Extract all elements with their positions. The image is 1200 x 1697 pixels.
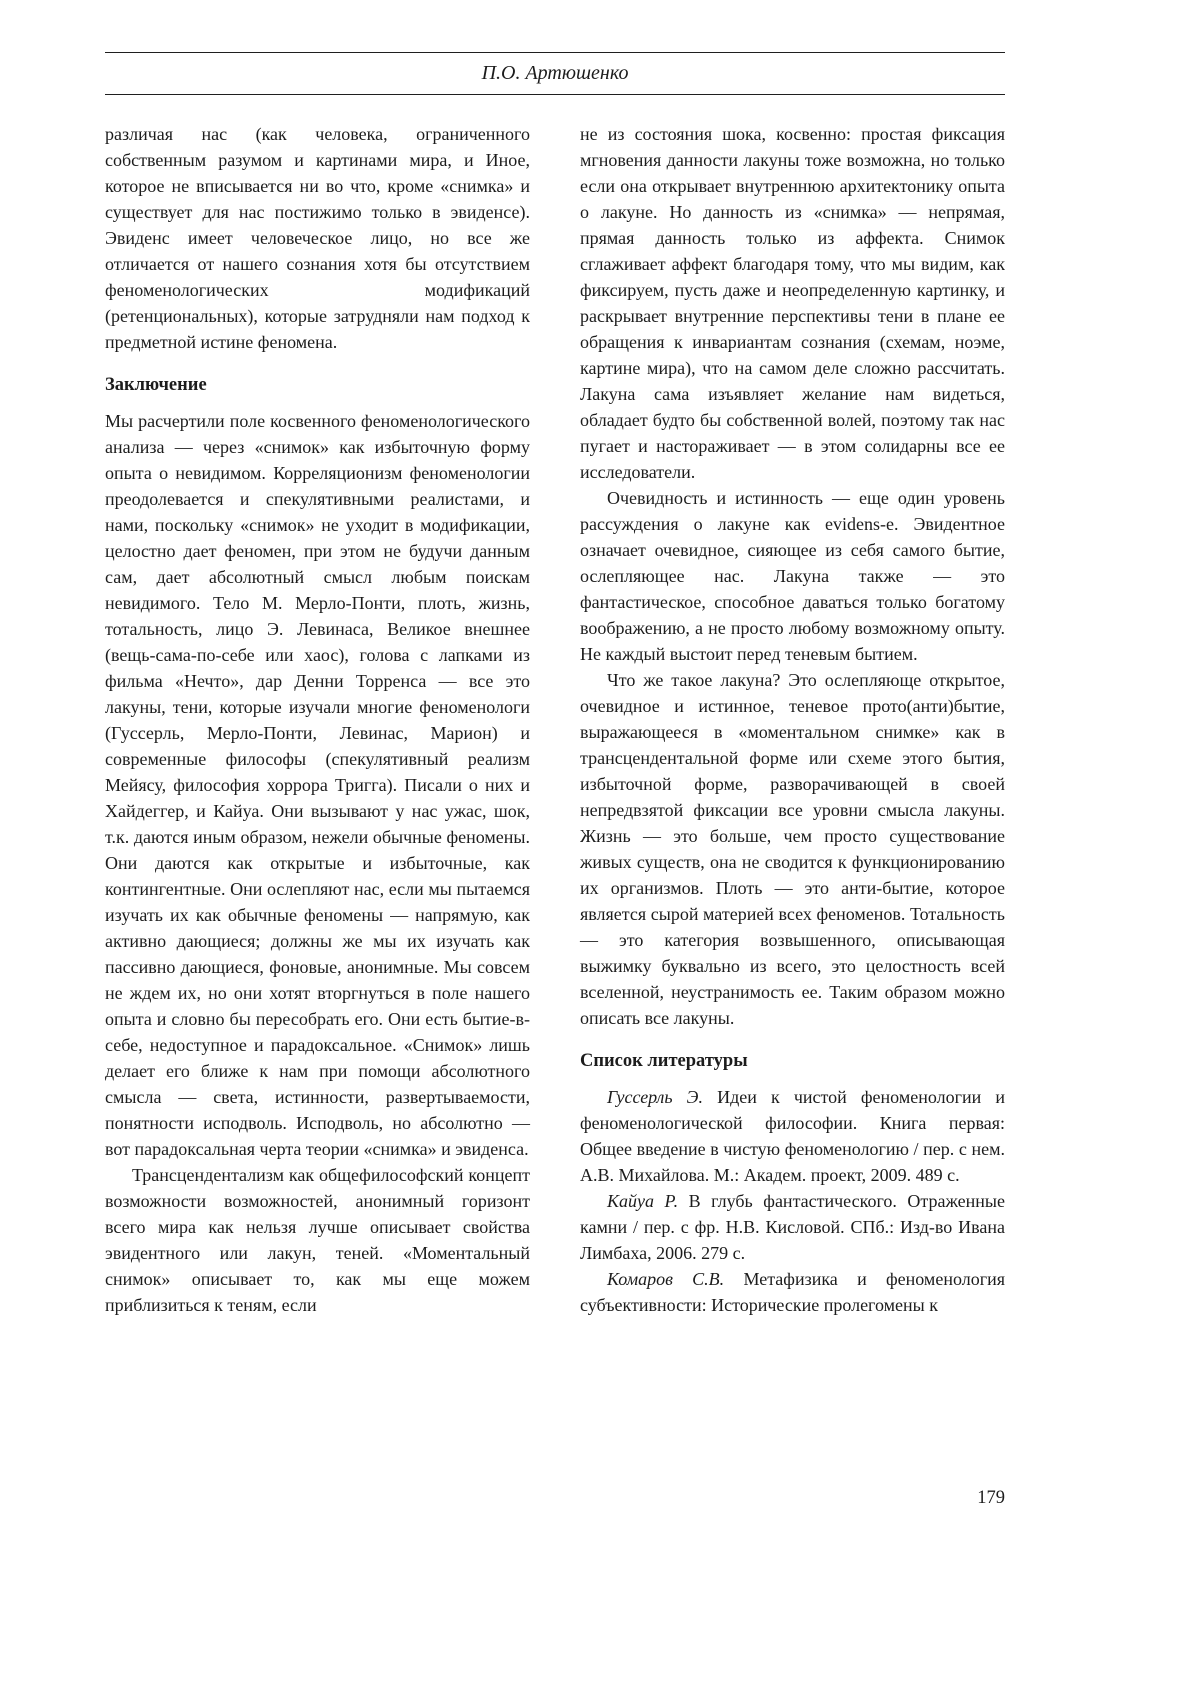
left-column xyxy=(105,121,530,1318)
section-heading-conclusion: Заключение xyxy=(105,375,207,395)
paragraph-continuation: не из состояния шока, косвенно: простая фиксация мгновения данности лакуны тоже возможна, но только если она открывает внутреннюю архитектонику опыта о лакуне. Но данность из «снимка» — непрямая, прямая данность только из аффекта. Снимок сглаживает аффект благодаря тому, что мы видим, как фиксируем, пусть даже и неопределенную картинку, и раскрывает внутренние перспективы тени в плане ее обращения к инвариантам сознания (схемам, ноэме, картине мира), что на самом деле сложно рассчитать. Лакуна сама изъявляет желание нам видеться, обладает будто бы собственной волей, поэтому так нас пугает и настораживает — в этом солидарны все ее исследователи. xyxy=(580,124,1005,482)
paragraph-continuation: различая нас (как человека, ограниченного собственным разумом и картинами мира, и Иное, которое не вписывается ни во что, кроме «снимка» и существует для нас постижимо только в эвиденсе). Эвиденс имеет человеческое лицо, но все же отличается от нашего сознания хотя бы отсутствием феноменологических модификаций (ретенциональных), которые затрудняли нам подход к предметной истине феномена. xyxy=(105,124,530,352)
page-number: 179 xyxy=(977,1488,1005,1508)
reference-author: Гуссерль Э. xyxy=(607,1087,703,1107)
two-column-body xyxy=(105,121,1005,1318)
running-head xyxy=(105,52,1005,95)
reference-author: Кайуа Р. xyxy=(607,1191,679,1211)
reference-author: Комаров С.В. xyxy=(607,1269,725,1289)
right-column xyxy=(580,121,1005,1318)
running-head-author: П.О. Артюшенко xyxy=(481,62,629,84)
reference-text: Идеи к чистой феноменологии и феноменологической философии. Книга первая: Общее введение в чистую феноменологию / пер. с нем. А.В. Михайлова. М.: Академ. проект, 2009. 489 с. xyxy=(580,1087,1005,1185)
reference-item xyxy=(580,1084,1005,1188)
reference-text: Метафизика и феноменология субъективности: Исторические пролегомены к xyxy=(580,1269,1005,1315)
paragraph: Мы расчертили поле косвенного феноменологического анализа — через «снимок» как избыточную форму опыта о невидимом. Корреляционизм феноменологии преодолевается и спекулятивными реалистами, и нами, поскольку «снимок» не уходит в модификации, целостно дает феномен, при этом не будучи данным сам, дает абсолютный смысл любым поискам невидимого. Тело М. Мерло-Понти, плоть, жизнь, тотальность, лицо Э. Левинаса, Великое внешнее (вещь-сама-по-себе или хаос), голова с лапками из фильма «Нечто», дар Денни Торренса — все это лакуны, тени, которые изучали многие феноменологи (Гуссерль, Мерло-Понти, Левинас, Марион) и современные философы (спекулятивный реализм Мейясу, философия хоррора Тригга). Писали о них и Хайдеггер, и Кайуа. Они вызывают у нас ужас, шок, т.к. даются иным образом, нежели обычные феномены. Они даются как открытые и избыточные, как контингентные. Они ослепляют нас, если мы пытаемся изучать их как обычные феномены — напрямую, как активно дающиеся; должны же мы их изучать как пассивно дающиеся, фоновые, анонимные. Мы совсем не ждем их, но они хотят вторгнуться в поле нашего опыта и словно бы пересобрать его. Они есть бытие-в-себе, недоступное и парадоксальное. «Снимок» лишь делает его ближе к нам при помощи абсолютного смысла — света, истинности, развертываемости, понятности исподволь. Исподволь, но абсолютно — вот парадоксальная черта теории «снимка» и эвиденса. xyxy=(105,411,530,1159)
paragraph: Трансцендентализм как общефилософский концепт возможности возможностей, анонимный горизонт всего мира как нельзя лучше описывает свойства эвидентного или лакун, теней. «Моментальный снимок» описывает то, как мы еще можем приблизиться к теням, если xyxy=(105,1165,530,1315)
reference-item xyxy=(580,1266,1005,1318)
reference-item xyxy=(580,1188,1005,1266)
paragraph: Что же такое лакуна? Это ослепляюще открытое, очевидное и истинное, теневое прото(анти)бытие, выражающееся в «моментальном снимке» как в трансцендентальной форме или схеме этого бытия, избыточной форме, разворачивающей в своей непредвзятой фиксации все уровни смысла лакуны. Жизнь — это больше, чем просто существование живых существ, она не сводится к функционированию их организмов. Плоть — это анти-бытие, которое является сырой материей всех феноменов. Тотальность — это категория возвышенного, описывающая выжимку буквально из всего, это целостность всей вселенной, неустранимость ее. Таким образом можно описать все лакуны. xyxy=(580,670,1005,1028)
paragraph: Очевидность и истинность — еще один уровень рассуждения о лакуне как evidens-е. Эвидентное означает очевидное, сияющее из себя самого бытие, ослепляющее нас. Лакуна также — это фантастическое, способное даваться только богатому воображению, а не просто любому возможному опыту. Не каждый выстоит перед теневым бытием. xyxy=(580,488,1005,664)
section-heading-references: Список литературы xyxy=(580,1051,748,1071)
reference-text: В глубь фантастического. Отраженные камни / пер. с фр. Н.В. Кисловой. СПб.: Изд-во Ивана Лимбаха, 2006. 279 с. xyxy=(580,1191,1005,1263)
